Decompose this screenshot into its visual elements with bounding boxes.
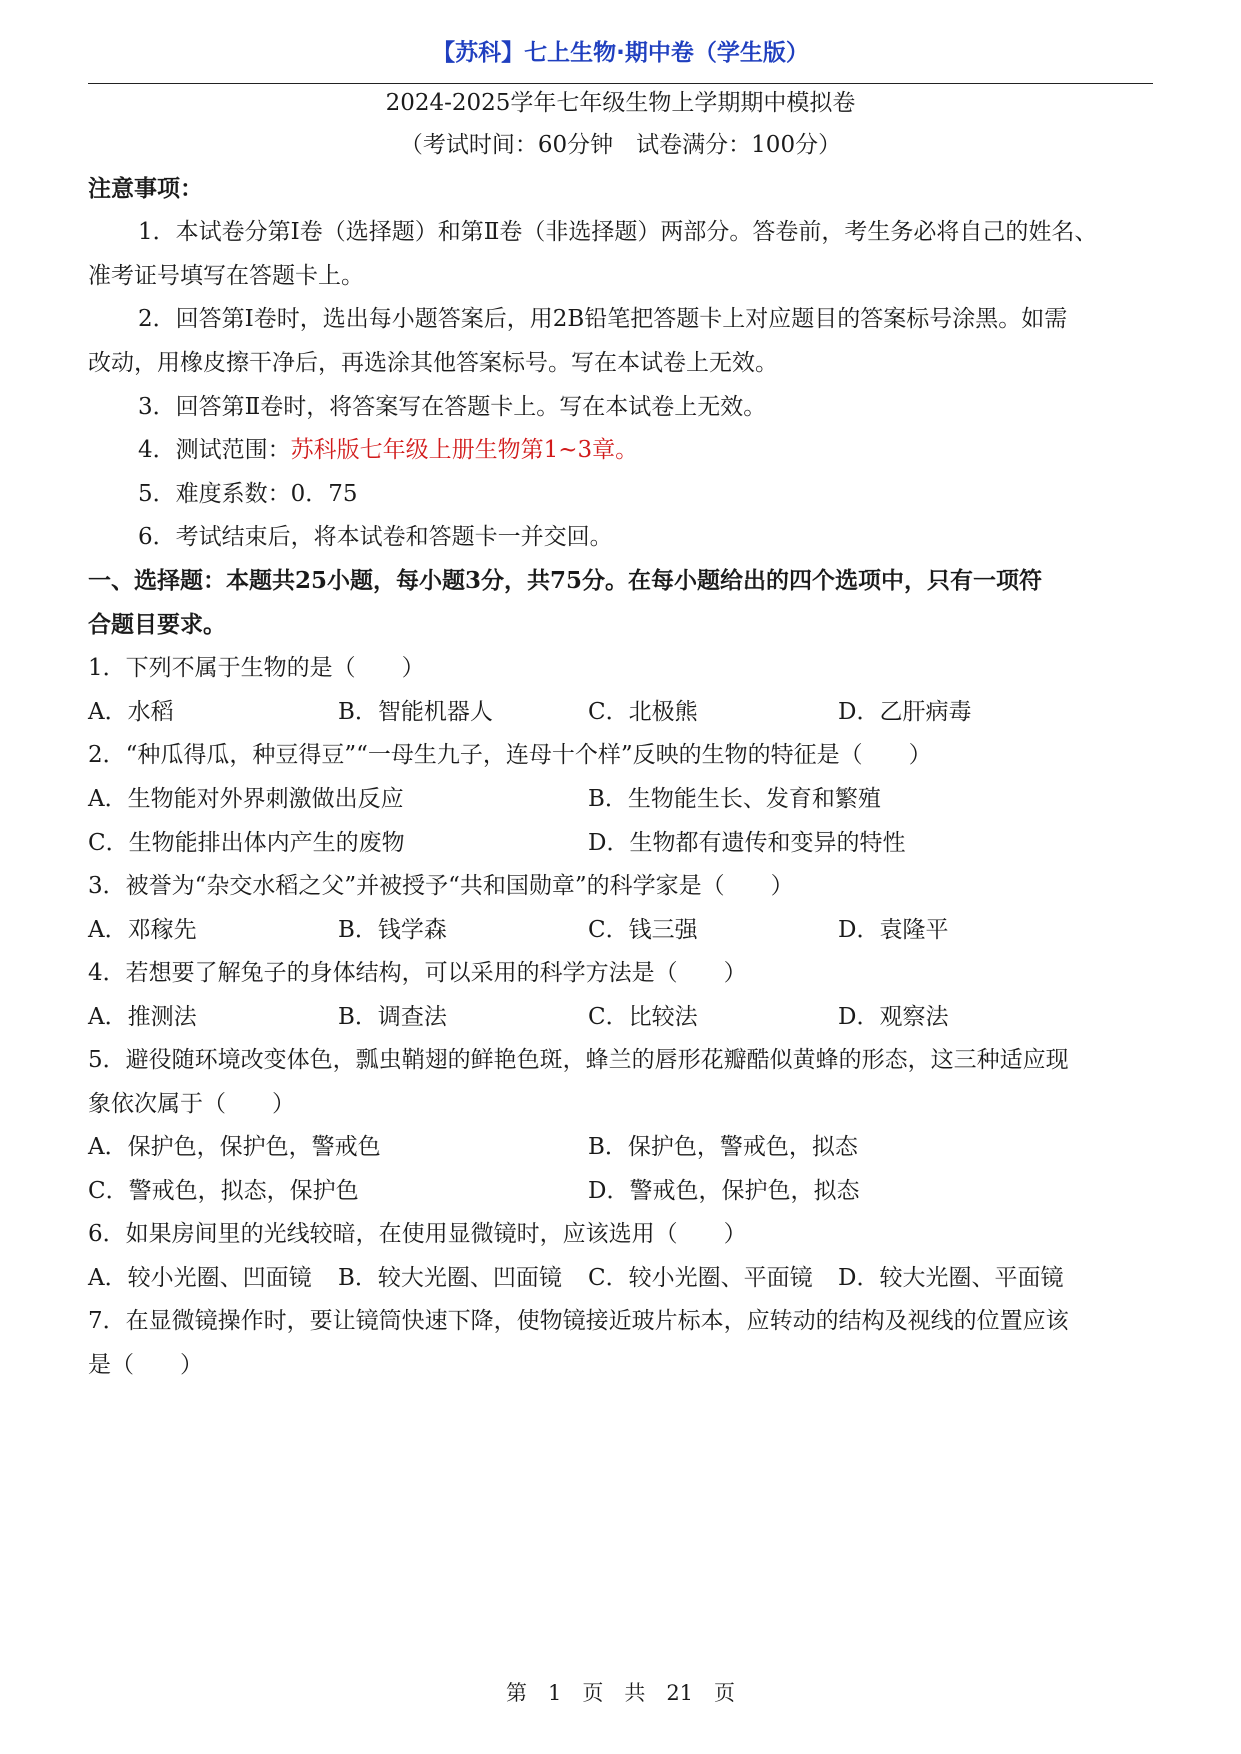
note-1-line-1: 1．本试卷分第Ⅰ卷（选择题）和第Ⅱ卷（非选择题）两部分。答卷前，考生务必将自己的姓名、	[138, 219, 1098, 245]
question-2-option-b: B．生物能生长、发育和繁殖	[588, 786, 881, 812]
page-number: 第 1 页 共 21 页	[505, 1681, 736, 1705]
question-3-option-c: C．钱三强	[588, 917, 698, 943]
question-5-stem-line-2: 象依次属于（ ）	[88, 1091, 295, 1117]
section-1-heading-line-2: 合题目要求。	[88, 611, 226, 638]
note-2-line-1: 2．回答第Ⅰ卷时，选出每小题答案后，用2B铅笔把答题卡上对应题目的答案标号涂黑。如需	[138, 306, 1068, 332]
question-5-stem-line-1: 5．避役随环境改变体色，瓢虫鞘翅的鲜艳色斑，蜂兰的唇形花瓣酷似黄蜂的形态，这三种适应现	[88, 1047, 1069, 1073]
question-5-option-d: D．警戒色，保护色，拟态	[588, 1178, 860, 1204]
note-3: 3．回答第Ⅱ卷时，将答案写在答题卡上。写在本试卷上无效。	[138, 394, 767, 420]
question-5-option-c: C．警戒色，拟态，保护色	[88, 1178, 359, 1204]
question-4-option-c: C．比较法	[588, 1004, 698, 1030]
question-6-option-d: D．较大光圈、平面镜	[838, 1265, 1064, 1291]
question-6-option-b: B．较大光圈、凹面镜	[338, 1265, 562, 1291]
question-3-stem: 3．被誉为“杂交水稻之父”并被授予“共和国勋章”的科学家是（ ）	[88, 873, 794, 899]
question-5-option-b: B．保护色，警戒色，拟态	[588, 1134, 858, 1160]
question-4-option-b: B．调查法	[338, 1004, 447, 1030]
question-4-stem: 4．若想要了解兔子的身体结构，可以采用的科学方法是（ ）	[88, 960, 747, 986]
question-1-option-d: D．乙肝病毒	[838, 699, 972, 725]
question-7-stem-line-1: 7．在显微镜操作时，要让镜筒快速下降，使物镜接近玻片标本，应转动的结构及视线的位置应该	[88, 1308, 1069, 1334]
header-divider	[88, 83, 1153, 84]
note-1-line-2: 准考证号填写在答题卡上。	[88, 263, 364, 289]
question-1-option-b: B．智能机器人	[338, 699, 493, 725]
question-6-option-a: A．较小光圈、凹面镜	[88, 1265, 312, 1291]
document-header-title: 【苏科】七上生物·期中卷（学生版）	[432, 40, 809, 66]
exam-subtitle: （考试时间：60分钟 试卷满分：100分）	[399, 132, 842, 158]
question-3-option-b: B．钱学森	[338, 917, 447, 943]
question-6-option-c: C．较小光圈、平面镜	[588, 1265, 813, 1291]
note-2-line-2: 改动，用橡皮擦干净后，再选涂其他答案标号。写在本试卷上无效。	[88, 350, 778, 376]
question-3-option-d: D．袁隆平	[838, 917, 949, 943]
question-2-option-a: A．生物能对外界刺激做出反应	[88, 786, 404, 812]
question-3-option-a: A．邓稼先	[88, 917, 197, 943]
notes-heading: 注意事项：	[88, 175, 203, 202]
note-4	[138, 435, 638, 465]
test-scope: 苏科版七年级上册生物第1~3章。	[290, 437, 639, 463]
section-1-heading-line-1: 一、选择题：本题共25小题，每小题3分，共75分。在每小题给出的四个选项中，只有一项符	[88, 567, 1043, 594]
note-4-label: 4．测试范围：	[138, 437, 291, 463]
note-6: 6．考试结束后，将本试卷和答题卡一并交回。	[138, 524, 613, 550]
question-2-option-d: D．生物都有遗传和变异的特性	[588, 830, 906, 856]
question-7-stem-line-2: 是（ ）	[88, 1352, 203, 1378]
question-1-option-a: A．水稻	[88, 699, 174, 725]
question-2-stem: 2．“种瓜得瓜，种豆得豆”“一母生九子，连母十个样”反映的生物的特征是（ ）	[88, 742, 932, 768]
question-2-option-c: C．生物能排出体内产生的废物	[88, 830, 405, 856]
question-4-option-a: A．推测法	[88, 1004, 197, 1030]
question-1-stem: 1．下列不属于生物的是（ ）	[88, 655, 425, 681]
question-4-option-d: D．观察法	[838, 1004, 949, 1030]
exam-title: 2024-2025学年七年级生物上学期期中模拟卷	[385, 90, 856, 116]
question-5-option-a: A．保护色，保护色，警戒色	[88, 1134, 381, 1160]
question-6-stem: 6．如果房间里的光线较暗，在使用显微镜时，应该选用（ ）	[88, 1221, 747, 1247]
question-1-option-c: C．北极熊	[588, 699, 698, 725]
note-5: 5．难度系数：0．75	[138, 481, 358, 507]
